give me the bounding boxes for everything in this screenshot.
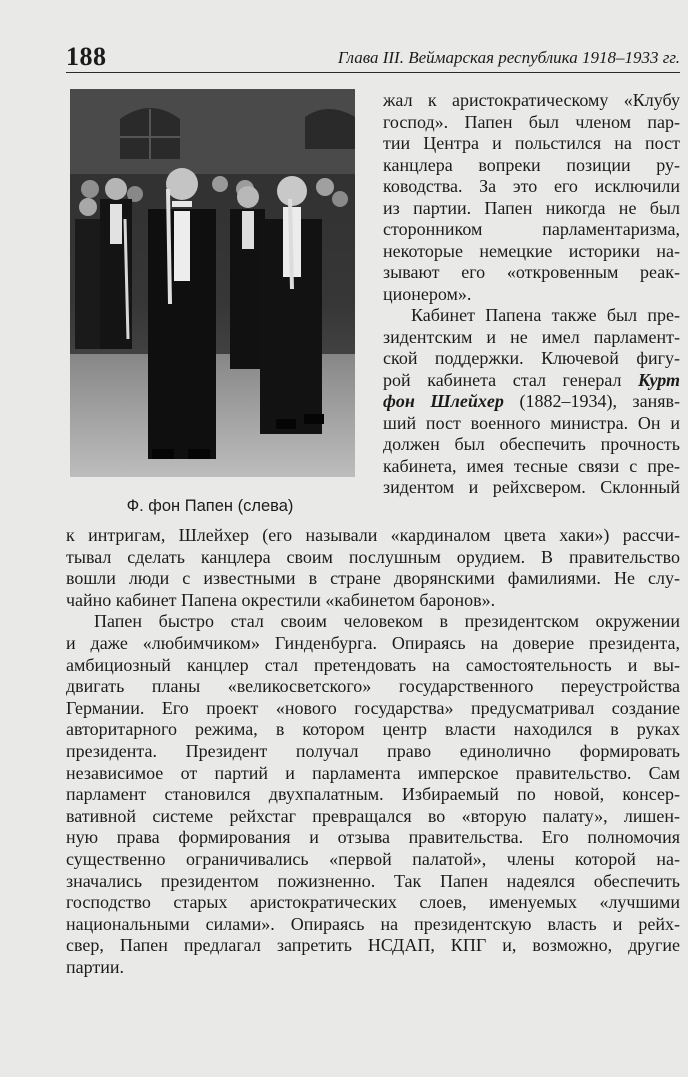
text-line: вативной системе рейхстаг превращался во «вторую палату», лишен- [66,805,680,826]
text-line: сторонником парламентаризма, [383,219,680,239]
text-line: вошли люди с известными в стране дворянскими фамилиями. Не слу- [66,568,680,589]
text-line: ционером». [383,283,472,304]
historical-photo [70,89,355,477]
page-number: 188 [66,42,107,71]
text-line: из партии. Папен никогда не был [383,197,680,218]
text-line [383,391,680,413]
text-line: некоторые немецкие историки на- [383,240,680,261]
text-line: ководства. За это его исключили [383,176,680,196]
text-line: ской поддержки. Ключевой фигу- [383,348,680,368]
main-text-column [66,525,680,978]
text-line: чайно кабинет Папена окрестили «кабинетом баронов». [66,589,496,610]
text-line: президента. Президент получал право единолично формировать [66,740,680,761]
text-line: кабинета, имея тесные связи с пре- [383,455,680,476]
page-header [66,38,680,73]
text-line: господство старых аристократических слоев, именуемых «лучшими [66,892,680,913]
text-line: зывают его «откровенным реак- [383,262,680,282]
text-line: национальными силами». Опираясь на президентскую власть и рейх- [66,913,680,934]
text-fragment: рой кабинета стал генерал [383,369,622,390]
text-line: тии Центра и польстился на пост [383,133,680,153]
text-line: существенно ограничивались «первой палатой», члены которой на- [66,848,680,869]
photo-caption: Ф. фон Папен (слева) [126,497,294,515]
text-line: господ». Папен был членом пар- [383,111,680,132]
text-line: должен был обеспечить прочность [383,434,680,454]
text-line: ную права формирования и отзыва правительства. Его полномочия [66,827,680,848]
text-line: Германии. Его проект «нового государства» предусматривал создание [66,697,680,718]
text-line: независимое от партий и парламента имперское правительство. Сам [66,762,680,783]
text-line: ший пост военного министра. Он и [383,412,680,433]
person-name: Курт [638,369,680,390]
running-title: Глава III. Веймарская республика 1918–1933 гг. [337,48,680,67]
text-line: двигать планы «великосветского» государственного переустройства [66,676,680,697]
text-line: свер, Папен предлагал запретить НСДАП, КПГ и, возможно, другие [66,935,680,956]
text-line: жал к аристократическому «Клубу [383,90,680,110]
text-line: парламент становился двухпалатным. Избираемый по новой, консер- [66,784,680,805]
text-line: зидентом и рейхсвером. Склонный [383,477,680,497]
text-line: и даже «любимчиком» Гинденбурга. Опираясь на доверие президента, [66,632,680,653]
text-line: Папен быстро стал своим человеком в президентском окружении [94,611,680,632]
person-name: фон Шлейхер [383,391,504,411]
text-line: к интригам, Шлейхер (его называли «кардиналом цвета хаки») рассчи- [66,525,680,545]
text-line: тывал сделать канцлера своим послушным орудием. В правительство [66,546,680,567]
text-line [383,370,680,392]
text-line: значались президентом пожизненно. Так Папен надеялся обеспечить [66,870,680,891]
text-line: авторитарного режима, в котором центр власти находился в руках [66,719,680,740]
text-line: канцлера вопреки позиции ру- [383,154,680,175]
text-line: амбициозный канцлер стал претендовать на самостоятельность и вы- [66,654,680,675]
text-line: партии. [66,956,125,977]
text-line: зидентским и не имел парламент- [383,326,680,347]
side-text-column [383,90,680,499]
text-line: Кабинет Папена также был пре- [411,305,680,325]
text-fragment: (1882–1934), заняв- [519,391,681,411]
